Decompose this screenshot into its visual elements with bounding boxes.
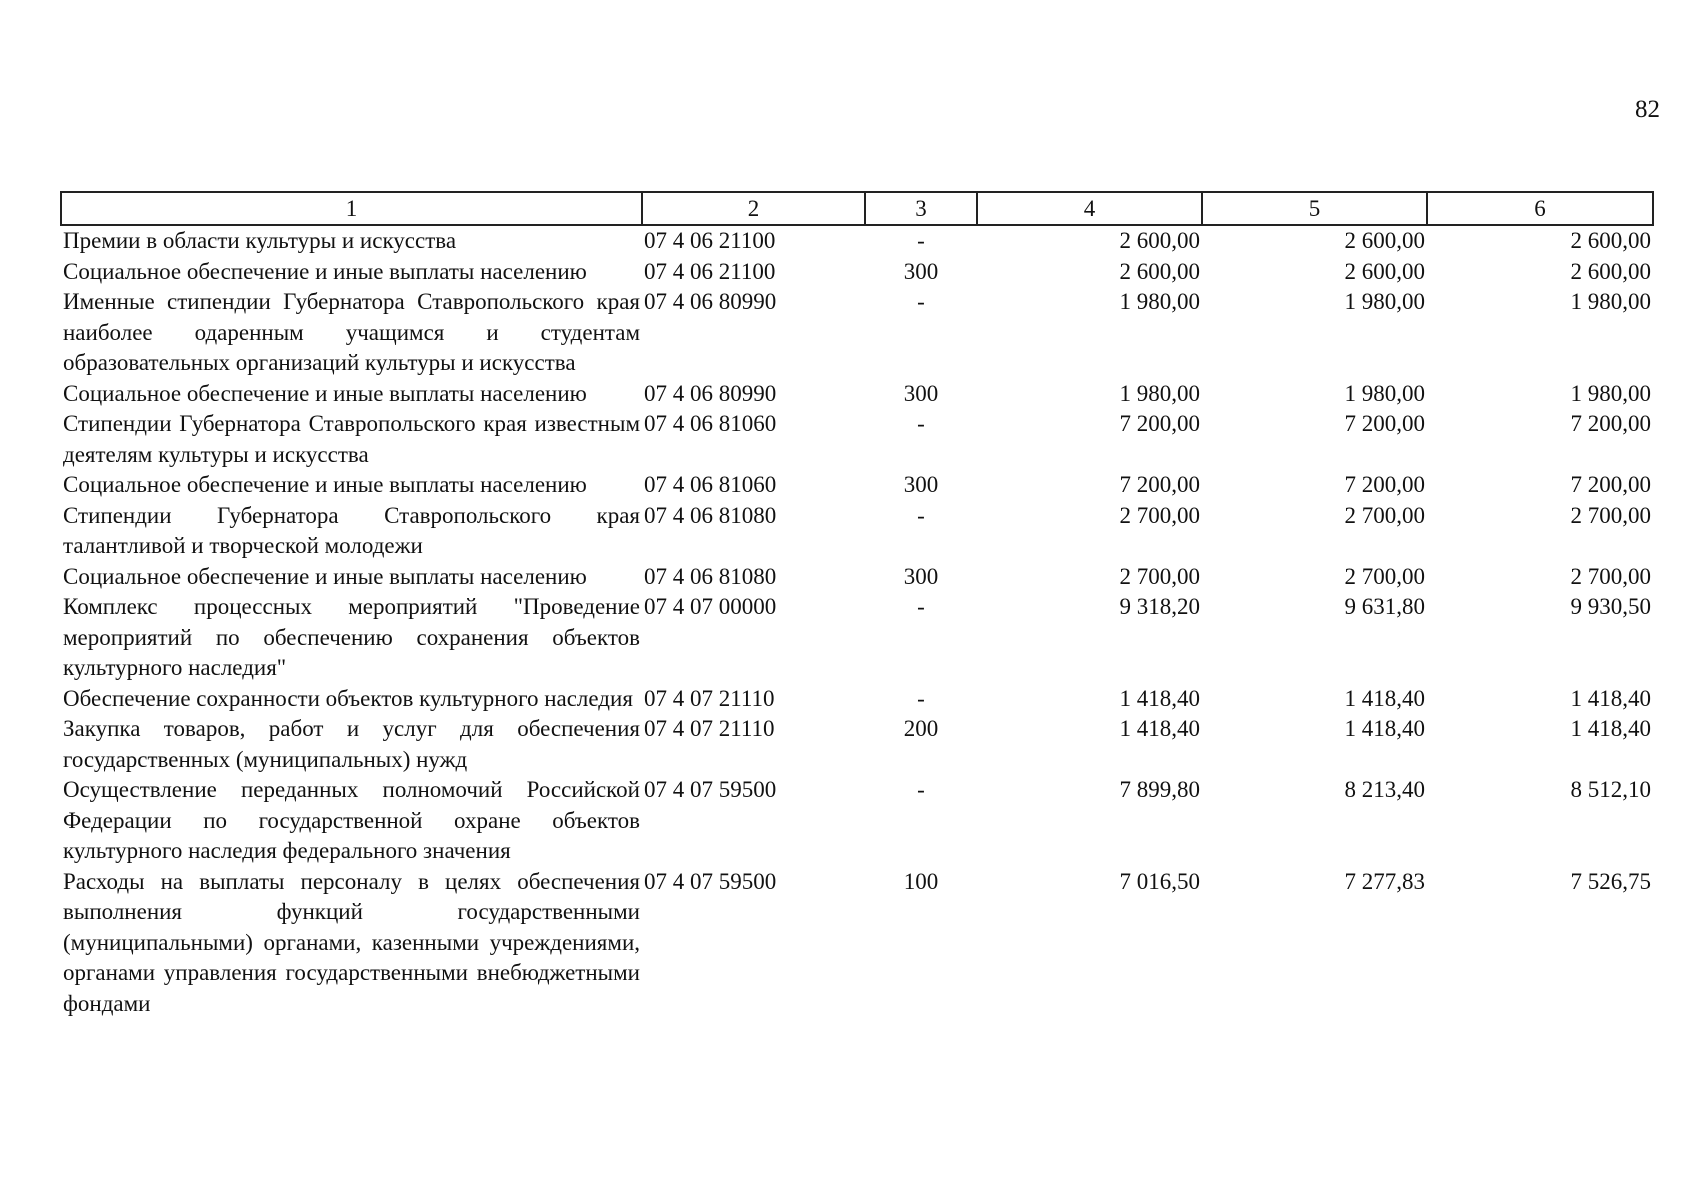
amount-year-2: 7 200,00 xyxy=(1344,472,1425,497)
amount-year-3: 1 980,00 xyxy=(1570,289,1651,314)
amount-year-1: 1 418,40 xyxy=(1119,716,1200,741)
row-name: Именные стипендии Губернатора Ставропольского края наиболее одаренным учащимся и студентам образовательных организаций культуры и искусства xyxy=(63,289,640,375)
amount-year-2: 7 200,00 xyxy=(1344,411,1425,436)
row-name: Премии в области культуры и искусства xyxy=(63,228,457,253)
amount-year-3: 2 700,00 xyxy=(1570,502,1651,528)
row-name: Социальное обеспечение и иные выплаты населению xyxy=(63,472,587,497)
table-row xyxy=(61,257,1653,288)
amount-year-2: 2 600,00 xyxy=(1344,228,1425,253)
row-name: Социальное обеспечение и иные выплаты населению xyxy=(63,380,587,406)
target-code: 07 4 06 80990 xyxy=(644,289,777,314)
amount-year-3: 1 980,00 xyxy=(1570,380,1651,406)
expense-type: 300 xyxy=(903,258,939,284)
target-code: 07 4 07 59500 xyxy=(644,777,777,802)
amount-year-3: 1 418,40 xyxy=(1570,716,1651,741)
amount-year-2: 1 418,40 xyxy=(1344,716,1425,741)
amount-year-1: 7 200,00 xyxy=(1119,411,1200,436)
column-header-2: 2 xyxy=(642,192,865,225)
column-header-5: 5 xyxy=(1202,192,1427,225)
target-code: 07 4 07 00000 xyxy=(644,594,777,619)
expense-type: - xyxy=(917,228,925,253)
expense-type: - xyxy=(917,502,925,528)
amount-year-1: 2 600,00 xyxy=(1119,258,1200,284)
amount-year-1: 7 899,80 xyxy=(1119,777,1200,802)
amount-year-2: 9 631,80 xyxy=(1344,594,1425,619)
target-code: 07 4 06 21100 xyxy=(644,258,776,284)
amount-year-1: 1 418,40 xyxy=(1119,685,1200,711)
amount-year-2: 1 980,00 xyxy=(1344,289,1425,314)
table-row xyxy=(61,501,1653,562)
table-row xyxy=(61,684,1653,715)
table-header-row xyxy=(61,192,1653,225)
expense-type: 300 xyxy=(903,472,939,497)
column-header-3: 3 xyxy=(865,192,977,225)
amount-year-1: 1 980,00 xyxy=(1119,289,1200,314)
target-code: 07 4 06 21100 xyxy=(644,228,776,253)
column-header-1: 1 xyxy=(61,192,642,225)
amount-year-2: 1 980,00 xyxy=(1344,380,1425,406)
amount-year-1: 1 980,00 xyxy=(1119,380,1200,406)
amount-year-3: 9 930,50 xyxy=(1570,594,1651,619)
row-name: Стипендии Губернатора Ставропольского края известным деятелям культуры и искусства xyxy=(63,411,640,467)
table-body xyxy=(61,225,1653,1019)
table-row xyxy=(61,592,1653,684)
target-code: 07 4 06 81080 xyxy=(644,502,777,528)
amount-year-3: 2 600,00 xyxy=(1570,258,1651,284)
table-row xyxy=(61,867,1653,1020)
amount-year-2: 2 700,00 xyxy=(1344,502,1425,528)
row-name: Социальное обеспечение и иные выплаты населению xyxy=(63,563,587,589)
amount-year-1: 7 200,00 xyxy=(1119,472,1200,497)
row-name: Расходы на выплаты персоналу в целях обеспечения выполнения функций государственными (муниципальными) органами, казенными учреждениями, органами управления государственными внебюджетными фондами xyxy=(63,868,640,1016)
amount-year-3: 8 512,10 xyxy=(1570,777,1651,802)
amount-year-3: 2 600,00 xyxy=(1570,228,1651,253)
row-name: Стипендии Губернатора Ставропольского края талантливой и творческой молодежи xyxy=(63,502,640,558)
target-code: 07 4 06 81060 xyxy=(644,411,777,436)
target-code: 07 4 06 80990 xyxy=(644,380,777,406)
table-row xyxy=(61,562,1653,593)
amount-year-3: 2 700,00 xyxy=(1570,563,1651,589)
expense-type: - xyxy=(917,777,925,802)
expense-type: - xyxy=(917,594,925,619)
row-name: Комплекс процессных мероприятий "Проведение мероприятий по обеспечению сохранения объектов культурного наследия" xyxy=(63,594,640,680)
expense-type: 300 xyxy=(903,380,939,406)
column-header-4: 4 xyxy=(977,192,1202,225)
amount-year-2: 1 418,40 xyxy=(1344,685,1425,711)
table-row xyxy=(61,775,1653,867)
target-code: 07 4 07 21110 xyxy=(644,685,775,711)
table-row xyxy=(61,287,1653,379)
target-code: 07 4 06 81060 xyxy=(644,472,777,497)
amount-year-1: 2 600,00 xyxy=(1119,228,1200,253)
page-number: 82 xyxy=(1635,96,1660,123)
amount-year-3: 7 200,00 xyxy=(1570,472,1651,497)
column-header-6: 6 xyxy=(1427,192,1653,225)
expense-type: 300 xyxy=(903,563,939,589)
amount-year-1: 2 700,00 xyxy=(1119,502,1200,528)
table-row xyxy=(61,379,1653,410)
amount-year-2: 8 213,40 xyxy=(1344,777,1425,802)
amount-year-1: 7 016,50 xyxy=(1119,868,1200,894)
target-code: 07 4 06 81080 xyxy=(644,563,777,589)
amount-year-3: 7 526,75 xyxy=(1570,868,1651,894)
amount-year-2: 7 277,83 xyxy=(1344,868,1425,894)
table-row xyxy=(61,714,1653,775)
amount-year-2: 2 700,00 xyxy=(1344,563,1425,589)
amount-year-1: 2 700,00 xyxy=(1119,563,1200,589)
row-name: Обеспечение сохранности объектов культурного наследия xyxy=(63,685,633,711)
expense-type: 100 xyxy=(903,868,939,894)
expense-type: - xyxy=(917,685,925,711)
amount-year-2: 2 600,00 xyxy=(1344,258,1425,284)
expense-type: - xyxy=(917,411,925,436)
table-row xyxy=(61,470,1653,501)
table-row xyxy=(61,225,1653,257)
table-row xyxy=(61,409,1653,470)
target-code: 07 4 07 59500 xyxy=(644,868,777,894)
row-name: Закупка товаров, работ и услуг для обеспечения государственных (муниципальных) нужд xyxy=(63,716,640,772)
row-name: Осуществление переданных полномочий Российской Федерации по государственной охране объектов культурного наследия федерального значения xyxy=(63,777,640,863)
expense-type: 200 xyxy=(903,716,939,741)
amount-year-3: 1 418,40 xyxy=(1570,685,1651,711)
expense-type: - xyxy=(917,289,925,314)
amount-year-1: 9 318,20 xyxy=(1119,594,1200,619)
row-name: Социальное обеспечение и иные выплаты населению xyxy=(63,258,587,284)
target-code: 07 4 07 21110 xyxy=(644,716,775,741)
amount-year-3: 7 200,00 xyxy=(1570,411,1651,436)
budget-table xyxy=(60,191,1654,1019)
